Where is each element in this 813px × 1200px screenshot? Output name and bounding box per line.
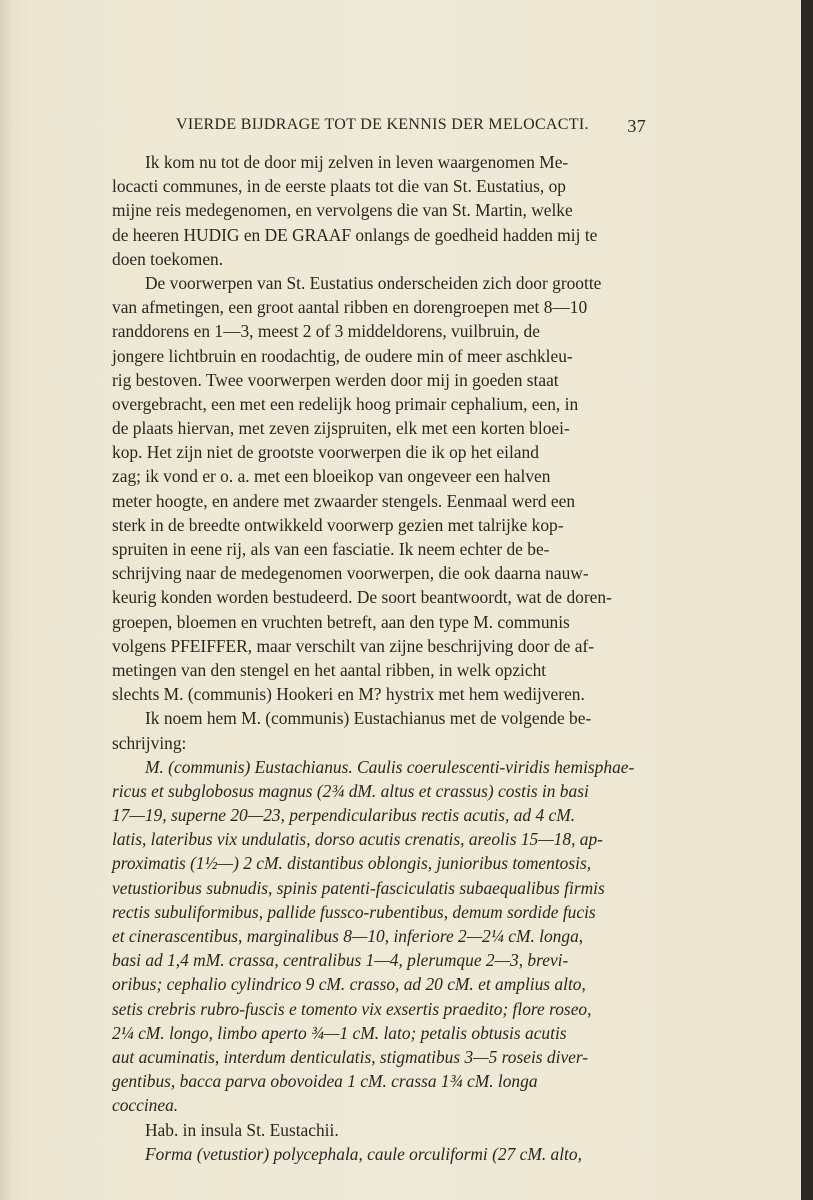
- text-line: jongere lichtbruin en roodachtig, de oudere min of meer aschkleu-: [112, 345, 573, 366]
- page-number: 37: [627, 116, 646, 136]
- text-line: coccinea.: [112, 1095, 179, 1116]
- text-line: et cinerascentibus, marginalibus 8—10, inferiore 2—2¼ cM. longa,: [112, 926, 584, 946]
- text-line: metingen van den stengel en het aantal ribben, in welk opzicht: [112, 659, 547, 680]
- body-text: [112, 150, 645, 1166]
- text-line: Ik noem hem M. (communis) Eustachianus met de volgende be-: [145, 708, 592, 729]
- text-line: rectis subuliformibus, pallide fussco-rubentibus, demum sordide fucis: [112, 901, 596, 922]
- text-line: gentibus, bacca parva obovoidea 1 cM. crassa 1¾ cM. longa: [112, 1071, 538, 1092]
- scan-border: [801, 0, 813, 1200]
- text-line: de heeren HUDIG en DE GRAAF onlangs de goedheid hadden mij te: [112, 224, 598, 245]
- text-line: zag; ik vond er o. a. met een bloeikop van ongeveer een halven: [112, 466, 551, 487]
- text-line: van afmetingen, een groot aantal ribben en dorengroepen met 8—10: [112, 297, 588, 318]
- text-line: keurig konden worden bestudeerd. De soort beantwoordt, wat de doren-: [112, 587, 612, 608]
- text-line: M. (communis) Eustachianus. Caulis coerulescenti-viridis hemisphae-: [145, 756, 635, 777]
- text-line: basi ad 1,4 mM. crassa, centralibus 1—4, plerumque 2—3, brevi-: [112, 950, 569, 971]
- text-line: randdorens en 1—3, meest 2 of 3 middeldorens, vuilbruin, de: [112, 321, 540, 342]
- text-line: sterk in de breedte ontwikkeld voorwerp gezien met talrijke kop-: [112, 514, 564, 535]
- text-line: 2¼ cM. longo, limbo aperto ¾—1 cM. lato; petalis obtusis acutis: [112, 1022, 567, 1043]
- text-line: overgebracht, een met een redelijk hoog primair cephalium, een, in: [112, 393, 579, 414]
- running-title: VIERDE BIJDRAGE TOT DE KENNIS DER MELOCACTI.: [176, 116, 589, 133]
- text-line: locacti communes, in de eerste plaats tot die van St. Eustatius, op: [112, 176, 566, 197]
- text-line: ricus et subglobosus magnus (2¾ dM. altus et crassus) costis in basi: [112, 780, 589, 801]
- text-line: setis crebris rubro-fuscis e tomento vix exsertis praedito; flore roseo,: [112, 998, 592, 1019]
- page-gutter: [0, 0, 12, 1200]
- text-line: schrijving:: [112, 732, 187, 753]
- text-line: kop. Het zijn niet de grootste voorwerpen die ik op het eiland: [112, 442, 539, 463]
- text-line: rig bestoven. Twee voorwerpen werden door mij in goeden staat: [112, 369, 559, 390]
- text-line: spruiten in eene rij, als van een fasciatie. Ik neem echter de be-: [112, 539, 550, 559]
- text-line: volgens PFEIFFER, maar verschilt van zijne beschrijving door de af-: [112, 635, 595, 656]
- text-line: Hab. in insula St. Eustachii.: [145, 1119, 339, 1140]
- page-header: [176, 116, 646, 138]
- text-line: doen toekomen.: [112, 248, 224, 269]
- text-line: 17—19, superne 20—23, perpendicularibus rectis acutis, ad 4 cM.: [112, 805, 576, 826]
- text-line: proximatis (1½—) 2 cM. distantibus oblongis, junioribus tomentosis,: [112, 853, 592, 874]
- text-line: mijne reis medegenomen, en vervolgens die van St. Martin, welke: [112, 200, 573, 221]
- text-line: latis, lateribus vix undulatis, dorso acutis crenatis, areolis 15—18, ap-: [112, 829, 603, 850]
- text-line: vetustioribus subnudis, spinis patenti-fasciculatis subaequalibus firmis: [112, 877, 605, 898]
- text-line: schrijving naar de medegenomen voorwerpen, die ook daarna nauw-: [112, 563, 589, 584]
- text-line: meter hoogte, en andere met zwaarder stengels. Eenmaal werd een: [112, 490, 576, 511]
- text-line: oribus; cephalio cylindrico 9 cM. crasso, ad 20 cM. et amplius alto,: [112, 974, 586, 995]
- text-line: slechts M. (communis) Hookeri en M? hystrix met hem wedijveren.: [112, 684, 585, 705]
- text-line: de plaats hiervan, met zeven zijspruiten, elk met een korten bloei-: [112, 418, 570, 439]
- text-line: Forma (vetustior) polycephala, caule orculiformi (27 cM. alto,: [145, 1143, 582, 1164]
- text-line: De voorwerpen van St. Eustatius onderscheiden zich door grootte: [145, 272, 602, 293]
- text-line: Ik kom nu tot de door mij zelven in leven waargenomen Me-: [145, 152, 569, 172]
- text-line: groepen, bloemen en vruchten betreft, aan den type M. communis: [112, 611, 570, 632]
- text-line: aut acuminatis, interdum denticulatis, stigmatibus 3—5 roseis diver-: [112, 1046, 589, 1067]
